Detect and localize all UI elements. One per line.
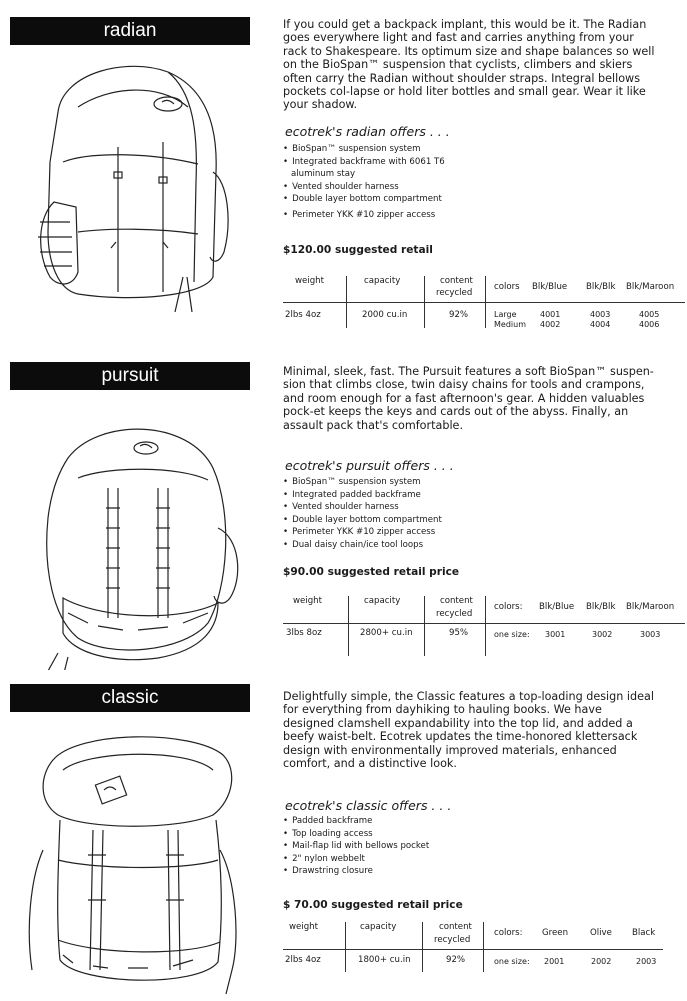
colors-header: colors: bbox=[494, 928, 523, 938]
offers-title: ecotrek's radian offers . . . bbox=[285, 124, 450, 139]
color-name: Blk/Blk bbox=[586, 602, 616, 612]
weight-header: weight bbox=[293, 596, 322, 606]
color-code: 4001 bbox=[540, 310, 561, 319]
recycled-value: 92% bbox=[449, 310, 469, 320]
product-radian bbox=[0, 0, 687, 350]
capacity-value: 2000 cu.in bbox=[362, 310, 408, 320]
recycled-header: recycled bbox=[436, 609, 473, 619]
content-header: content bbox=[439, 922, 472, 932]
product-description: Delightfully simple, the Classic features a top-loading design ideal for everything from dayhiking to hauling books. We have designed clamshell expandability into the top lid, and added a beefy waist-belt. Ecotrek updates the time-honored klettersack design with environmentally improved materials, enhanced comfort, and a distinctive look. bbox=[283, 690, 654, 771]
weight-value: 2lbs 4oz bbox=[285, 955, 321, 965]
table-divider bbox=[348, 596, 349, 656]
table-rule bbox=[283, 302, 685, 303]
recycled-header: recycled bbox=[434, 935, 471, 945]
feature-item: • Integrated backframe with 6061 T6 aluminum stay bbox=[283, 156, 445, 181]
size-label: one size: bbox=[494, 957, 530, 966]
spec-table bbox=[283, 922, 685, 978]
radian-backpack-illustration bbox=[18, 52, 253, 316]
color-code: 4005 bbox=[639, 310, 660, 319]
color-code: 4002 bbox=[540, 320, 561, 329]
offers-title: ecotrek's pursuit offers . . . bbox=[285, 458, 454, 473]
size-label: one size: bbox=[494, 630, 530, 639]
colors-header: colors: bbox=[494, 602, 523, 612]
feature-item: • BioSpan™ suspension system bbox=[283, 476, 442, 489]
product-classic bbox=[0, 680, 687, 1001]
colors-header: colors bbox=[494, 282, 520, 292]
table-divider bbox=[485, 596, 486, 656]
table-rule bbox=[283, 949, 663, 950]
recycled-value: 92% bbox=[446, 955, 466, 965]
capacity-header: capacity bbox=[360, 922, 397, 932]
product-description: Minimal, sleek, fast. The Pursuit features a soft BioSpan™ suspen-sion that climbs close, twin daisy chains for tools and crampons, and room enough for a fast afternoon's gear. A hidden valuables pock-et keeps the keys and cards out of the abyss. Finally, an assault pack that's comfortable. bbox=[283, 365, 654, 432]
color-name: Blk/Blk bbox=[586, 282, 616, 292]
size-label: Medium bbox=[494, 320, 526, 329]
pursuit-backpack-illustration bbox=[18, 418, 253, 670]
weight-value: 2lbs 4oz bbox=[285, 310, 321, 320]
feature-list bbox=[283, 476, 442, 552]
product-title-banner bbox=[10, 362, 250, 390]
capacity-header: capacity bbox=[364, 596, 401, 606]
capacity-header: capacity bbox=[364, 276, 401, 286]
spec-table bbox=[283, 596, 685, 652]
color-name: Blk/Blue bbox=[532, 282, 568, 292]
color-name: Green bbox=[542, 928, 569, 938]
feature-item: • Perimeter YKK #10 zipper access bbox=[283, 209, 445, 222]
color-code: 2001 bbox=[544, 957, 565, 966]
feature-item: • Vented shoulder harness bbox=[283, 501, 442, 514]
size-label: Large bbox=[494, 310, 517, 319]
price: $90.00 suggested retail price bbox=[283, 566, 460, 578]
capacity-value: 2800+ cu.in bbox=[360, 628, 413, 638]
price: $ 70.00 suggested retail price bbox=[283, 899, 463, 911]
color-code: 3003 bbox=[640, 630, 661, 639]
product-title: pursuit bbox=[101, 365, 159, 386]
feature-list bbox=[283, 815, 429, 878]
feature-item: • Mail-flap lid with bellows pocket bbox=[283, 840, 429, 853]
feature-item: • Top loading access bbox=[283, 828, 429, 841]
weight-header: weight bbox=[289, 922, 318, 932]
feature-item-continuation: aluminum stay bbox=[291, 169, 356, 180]
capacity-value: 1800+ cu.in bbox=[358, 955, 411, 965]
color-code: 3001 bbox=[545, 630, 566, 639]
classic-backpack-illustration bbox=[18, 730, 253, 996]
product-title: radian bbox=[103, 20, 157, 41]
feature-list bbox=[283, 143, 445, 222]
product-description: If you could get a backpack implant, this would be it. The Radian goes everywhere light and fast and carries anything from your rack to Shakespeare. Its optimum size and shape balances so well on the BioSpan™ suspension that cyclists, climbers and skiers often carry the Radian without shoulder straps. Integral bellows pockets col-lapse or hold liter bottles and small gear. Wear it like your shadow. bbox=[283, 18, 655, 112]
feature-item: • Drawstring closure bbox=[283, 865, 429, 878]
color-code: 4004 bbox=[590, 320, 611, 329]
price: $120.00 suggested retail bbox=[283, 244, 433, 256]
table-divider bbox=[345, 922, 346, 972]
feature-item: • 2" nylon webbelt bbox=[283, 853, 429, 866]
feature-item: • Double layer bottom compartment bbox=[283, 193, 445, 206]
color-name: Blk/Maroon bbox=[626, 602, 675, 612]
feature-item: • Vented shoulder harness bbox=[283, 181, 445, 194]
table-rule bbox=[283, 623, 685, 624]
feature-item: • BioSpan™ suspension system bbox=[283, 143, 445, 156]
product-pursuit bbox=[0, 350, 687, 680]
feature-item: • Integrated padded backframe bbox=[283, 489, 442, 502]
offers-title: ecotrek's classic offers . . . bbox=[285, 798, 452, 813]
product-title-banner bbox=[10, 684, 250, 712]
table-divider bbox=[483, 922, 484, 972]
color-name: Olive bbox=[590, 928, 612, 938]
recycled-value: 95% bbox=[449, 628, 469, 638]
content-header: content bbox=[440, 596, 473, 606]
feature-item: • Perimeter YKK #10 zipper access bbox=[283, 526, 442, 539]
feature-item: • Double layer bottom compartment bbox=[283, 514, 442, 527]
recycled-header: recycled bbox=[436, 288, 473, 298]
color-name: Blk/Maroon bbox=[626, 282, 675, 292]
feature-item: • Padded backframe bbox=[283, 815, 429, 828]
color-code: 4003 bbox=[590, 310, 611, 319]
feature-item: • Dual daisy chain/ice tool loops bbox=[283, 539, 442, 552]
table-divider bbox=[424, 596, 425, 656]
color-code: 2002 bbox=[591, 957, 612, 966]
product-title: classic bbox=[101, 687, 159, 708]
product-title-banner bbox=[10, 17, 250, 45]
weight-value: 3lbs 8oz bbox=[286, 628, 322, 638]
weight-header: weight bbox=[295, 276, 324, 286]
color-name: Black bbox=[632, 928, 656, 938]
color-name: Blk/Blue bbox=[539, 602, 575, 612]
table-divider bbox=[422, 922, 423, 972]
color-code: 3002 bbox=[592, 630, 613, 639]
spec-table bbox=[283, 276, 685, 332]
color-code: 4006 bbox=[639, 320, 660, 329]
color-code: 2003 bbox=[636, 957, 657, 966]
content-header: content bbox=[440, 276, 473, 286]
